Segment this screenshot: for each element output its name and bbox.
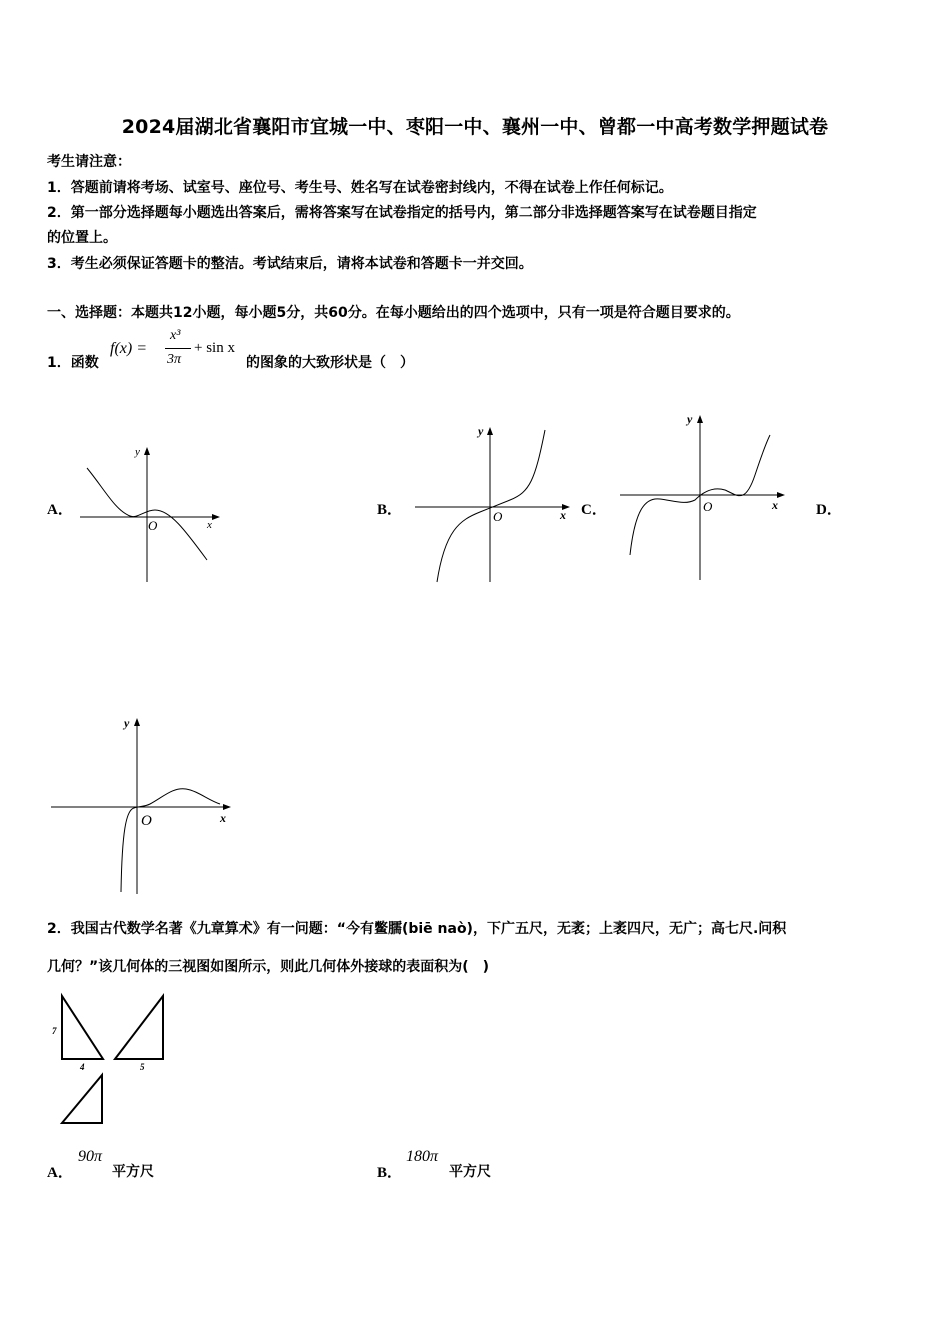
section-heading: 一、选择题：本题共12小题，每小题5分，共60分。在每小题给出的四个选项中，只有一项是符合题目要求的。 <box>47 305 740 321</box>
q1-option-c-label: C． <box>581 502 607 518</box>
q2-dim-a: 4 <box>80 1062 85 1072</box>
notice-item-1: 1．答题前请将考场、试室号、座位号、考生号、姓名写在试卷密封线内，不得在试卷上作任何标记。 <box>47 180 673 196</box>
q1-fraction-bar <box>165 348 191 349</box>
graph-b-y-label: y <box>478 424 484 438</box>
notice-item-3: 3．考生必须保证答题卡的整洁。考试结束后，请将本试卷和答题卡一并交回。 <box>47 256 533 272</box>
graph-d-x-label: x <box>220 811 226 825</box>
q1-formula-numerator: x³ <box>170 328 181 343</box>
q2-option-a-value: 90π <box>78 1148 103 1165</box>
graph-b-x-label: x <box>560 508 566 522</box>
graph-d-origin: O <box>141 813 152 829</box>
graph-d-y-label: y <box>124 716 130 730</box>
q1-graph-d <box>48 712 238 897</box>
notice-item-2-cont: 的位置上。 <box>47 230 117 246</box>
q2-option-b-value: 180π <box>406 1148 439 1165</box>
q1-graph-c <box>615 405 790 585</box>
q1-option-b-label: B． <box>377 502 403 518</box>
q1-graph-a <box>75 440 225 585</box>
q1-prefix: 1．函数 <box>47 355 99 371</box>
graph-c-x-label: x <box>772 498 778 512</box>
q2-text-line-1: 2．我国古代数学名著《九章算术》有一问题：“今有鳖臑(biē naò)，下广五尺，无袤；上袤四尺，无广；高七尺.问积 <box>47 921 787 937</box>
q2-text-line-2: 几何？”该几何体的三视图如图所示，则此几何体外接球的表面积为( ) <box>47 959 489 975</box>
graph-a-x-label: x <box>207 519 212 531</box>
q1-option-d-label: D． <box>816 502 842 518</box>
q2-dim-height: 7 <box>52 1026 57 1036</box>
q2-option-a-unit: 平方尺 <box>112 1164 154 1180</box>
q1-graph-b <box>410 420 575 585</box>
notice-heading: 考生请注意： <box>47 154 131 170</box>
graph-a-y-label: y <box>135 446 140 458</box>
graph-c-y-label: y <box>687 412 693 426</box>
graph-c-origin: O <box>703 499 713 514</box>
page-title: 2024届湖北省襄阳市宜城一中、枣阳一中、襄州一中、曾都一中高考数学押题试卷 <box>121 116 829 138</box>
q2-option-a-label: A． <box>47 1165 73 1181</box>
q1-formula-lhs: f(x) = <box>110 340 147 357</box>
graph-a-origin: O <box>148 518 158 533</box>
q2-option-b-unit: 平方尺 <box>449 1164 491 1180</box>
q2-dim-b: 5 <box>140 1062 145 1072</box>
graph-b-origin: O <box>493 509 503 524</box>
notice-item-2: 2．第一部分选择题每小题选出答案后，需将答案写在试卷指定的括号内，第二部分非选择题答案写在试卷题目指定 <box>47 205 757 221</box>
q2-option-b-label: B． <box>377 1165 403 1181</box>
q1-formula-tail: + sin x <box>194 340 235 356</box>
q1-option-a-label: A． <box>47 502 73 518</box>
q2-three-views <box>47 990 172 1125</box>
q1-formula-denominator: 3π <box>167 352 182 367</box>
q1-suffix: 的图象的大致形状是（ ） <box>246 355 414 371</box>
